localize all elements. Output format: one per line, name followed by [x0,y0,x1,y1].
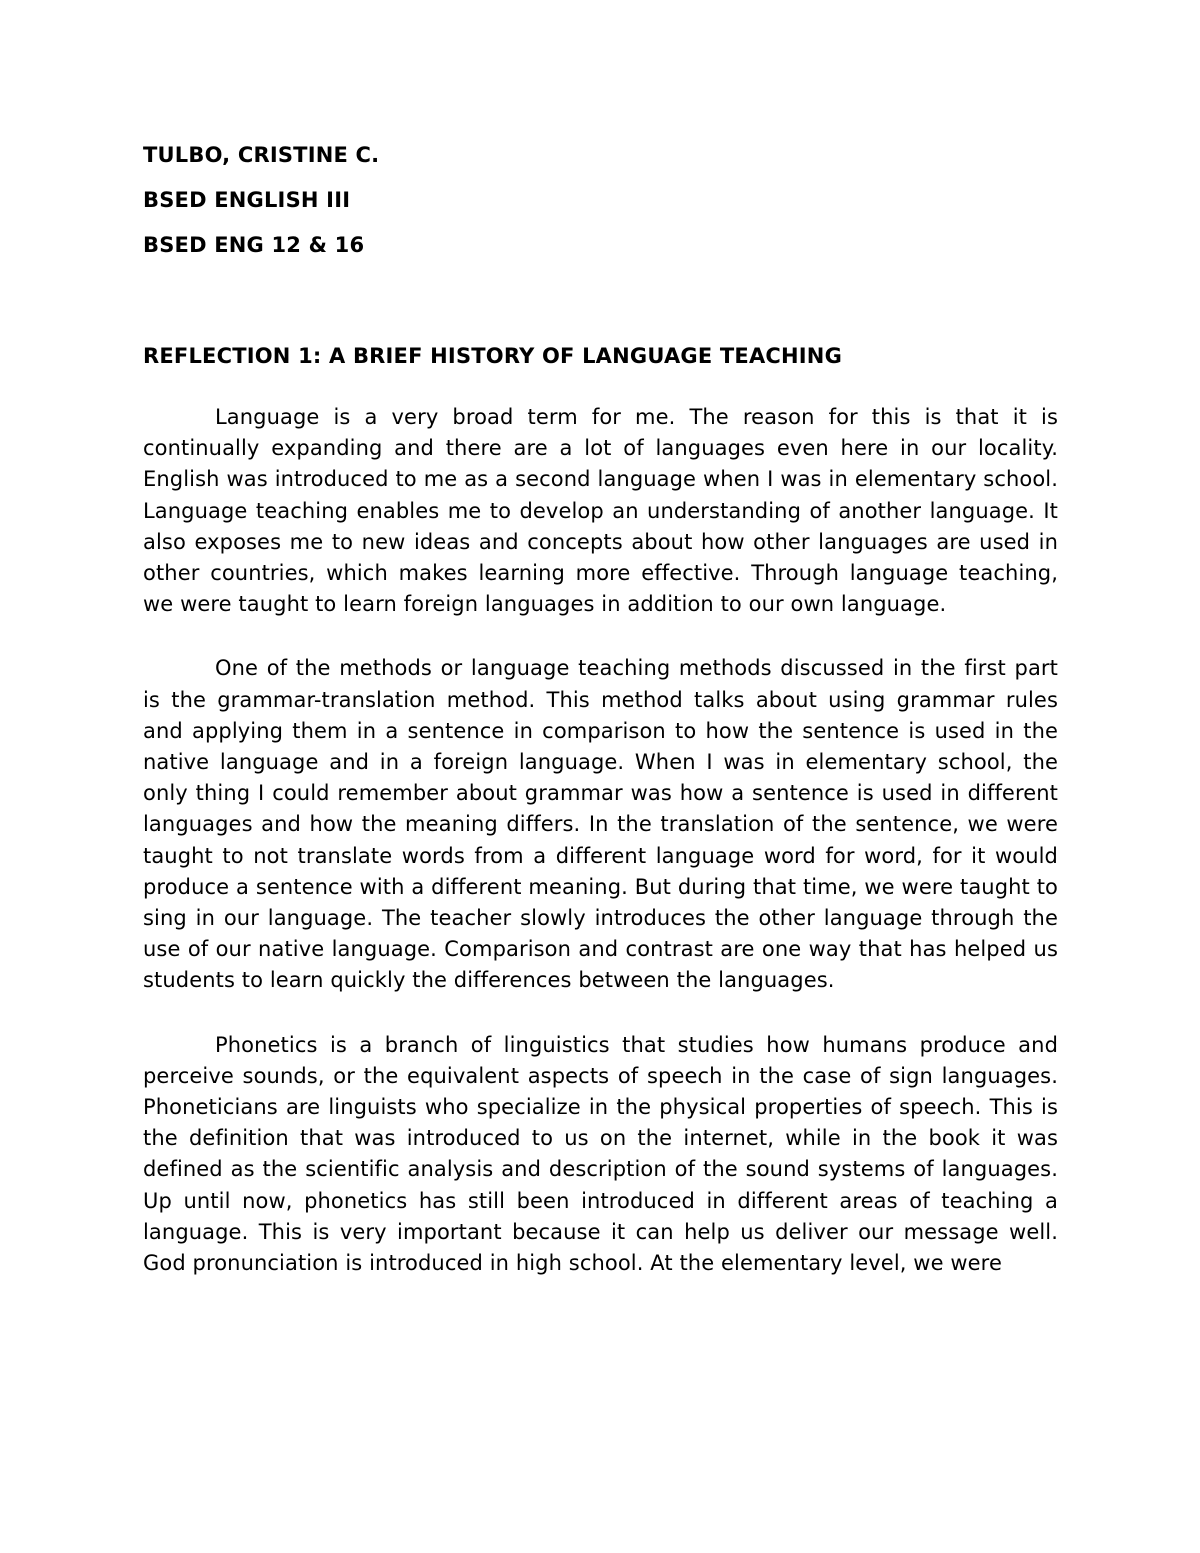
paragraph-2: One of the methods or language teaching methods discussed in the first part is the grammar-translation method. This method talks about using grammar rules and applying them in a sentence in comparison to how the sentence is used in the native language and in a foreign language. When I was in elementary school, the only thing I could remember about grammar was how a sentence is used in different languages and how the meaning differs. In the translation of the sentence, we were taught to not translate words from a different language word for word, for it would produce a sentence with a different meaning. But during that time, we were taught to sing in our language. The teacher slowly introduces the other language through the use of our native language. Comparison and contrast are one way that has helped us students to learn quickly the differences between the languages. [143,656,1058,993]
paragraph-1: Language is a very broad term for me. The reason for this is that it is continually expanding and there are a lot of languages even here in our locality. English was introduced to me as a second language when I was in elementary school. Language teaching enables me to develop an understanding of another language. It also exposes me to new ideas and concepts about how other languages are used in other countries, which makes learning more effective. Through language teaching, we were taught to learn foreign languages in addition to our own language. [143,405,1058,617]
subject-code: BSED ENG 12 & 16 [143,233,365,257]
document-body [143,140,1058,1312]
paragraph-3: Phonetics is a branch of linguistics that studies how humans produce and perceive sounds, or the equivalent aspects of speech in the case of sign languages. Phoneticians are linguists who specialize in the physical properties of speech. This is the definition that was introduced to us on the internet, while in the book it was defined as the scientific analysis and description of the sound systems of languages. Up until now, phonetics has still been introduced in different areas of teaching a language. This is very important because it can help us deliver our message well. God pronunciation is introduced in high school. At the elementary level, we were [143,1032,1058,1276]
student-course: BSED ENGLISH III [143,188,351,212]
student-name: TULBO, CRISTINE C. [143,143,380,167]
document-title: REFLECTION 1: A BRIEF HISTORY OF LANGUAGE TEACHING [143,344,843,368]
